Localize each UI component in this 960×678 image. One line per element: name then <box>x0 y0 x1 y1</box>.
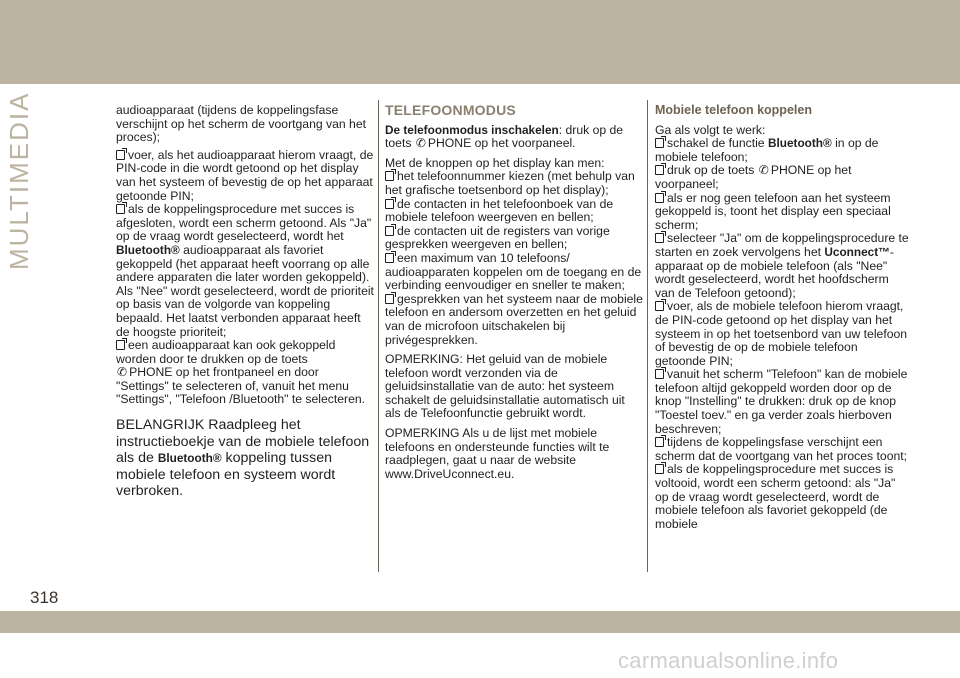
note: OPMERKING: Het geluid van de mobiele telefoon wordt verzonden via de geluidsinstallatie van de auto: het systeem schakelt de geluidsinstallatie automatisch uit als de Telefoonfunctie gebruikt wordt. <box>385 352 625 421</box>
header-band <box>0 0 960 84</box>
list-item: tijdens de koppelingsfase verschijnt een scherm dat de voortgang van het proces toont; <box>655 435 908 463</box>
list-item: voer, als de mobiele telefoon hierom vraagt, de PIN-code getoond op het display van het systeem in op het toetsenbord van uw telefoon of bevestig de op de mobiele telefoon getoonde PIN; <box>655 299 908 368</box>
list-item: voer, als het audioapparaat hierom vraagt, de PIN-code in die wordt getoond op het display van het systeem of bevestig de op het apparaat getoonde PIN; <box>116 147 374 203</box>
list-item: een audioapparaat kan ook gekoppeld worden door te drukken op de toets ✆ PHONE op het frontpaneel en door "Settings" te selecteren of, vanuit het menu "Settings", "Telefoon /Bluetooth" te selecteren. <box>116 338 366 407</box>
list-item: druk op de toets ✆ PHONE op het voorpaneel; <box>655 163 852 191</box>
checkbox-icon <box>385 199 394 209</box>
column-1 <box>116 104 374 504</box>
list-item: als de koppelingsprocedure met succes is afgesloten, wordt een scherm getoond. Als "Ja" op de vraag wordt geselecteerd, wordt het Bluetooth® audioapparaat als favoriet gekoppeld (het apparaat heeft voorrang op alle andere apparaten die later worden gekoppeld). Als "Nee" wordt geselecteerd, wordt de prioriteit op basis van de volgorde van koppeling bepaald. Het laatst verbonden apparaat heeft de hoogste prioriteit; <box>116 202 374 339</box>
checkbox-icon <box>116 204 125 214</box>
page-number: 318 <box>30 588 59 607</box>
section-heading: TELEFOONMODUS <box>385 102 516 118</box>
list-item: vanuit het scherm "Telefoon" kan de mobiele telefoon altijd gekoppeld worden door op de knop "Instelling" te drukken: druk op de knop "Toestel toev." en ga verder zoals hierboven beschreven; <box>655 367 908 436</box>
list-item: selecteer "Ja" om de koppelingsprocedure te starten en zoek vervolgens het Uconnect™-apparaat op de mobiele telefoon (als "Nee" wordt geselecteerd, wordt het hoofdscherm van de Telefoon getoond); <box>655 231 909 300</box>
list-item: als er nog geen telefoon aan het systeem gekoppeld is, toont het display een speciaal scherm; <box>655 190 891 232</box>
phone-icon: ✆ <box>415 136 426 151</box>
checkbox-icon <box>655 437 664 447</box>
checkbox-icon <box>116 340 125 350</box>
checkbox-icon <box>655 464 664 474</box>
checkbox-icon <box>385 171 394 181</box>
list-item: gesprekken van het systeem naar de mobiele telefoon en andersom overzetten en het geluid van de microfoon uitschakelen bij privégesprekken. <box>385 291 643 347</box>
column-2 <box>385 104 643 485</box>
checkbox-icon <box>655 193 664 203</box>
list-item: het telefoonnummer kiezen (met behulp van het grafische toetsenbord op het display); <box>385 169 635 197</box>
note: OPMERKING Als u de lijst met mobiele telefoons en ondersteunde functies wilt te raadplegen, gaat u naar de website www.DriveUconnect.eu. <box>385 426 610 481</box>
phone-icon: ✆ <box>117 365 128 380</box>
checkbox-icon <box>385 226 394 236</box>
checkbox-icon <box>655 233 664 243</box>
list-item: de contacten in het telefoonboek van de mobiele telefoon weergeven en bellen; <box>385 196 614 225</box>
paragraph: De telefoonmodus inschakelen: druk op de toets ✆ PHONE op het voorpaneel. <box>385 122 624 151</box>
column-divider <box>647 100 648 572</box>
checkbox-icon <box>655 301 664 311</box>
footer-band <box>0 611 960 633</box>
checkbox-icon <box>385 253 394 263</box>
checkbox-icon <box>116 150 125 160</box>
checkbox-icon <box>385 294 394 304</box>
subsection-heading: Mobiele telefoon koppelen <box>655 103 812 117</box>
column-divider <box>378 100 379 572</box>
paragraph: Ga als volgt te werk: <box>655 122 766 137</box>
list-item: een maximum van 10 telefoons/ audioapparaten koppelen om de toegang en de verbinding eenvoudiger en sneller te maken; <box>385 250 642 293</box>
section-title: MULTIMEDIA <box>4 91 34 270</box>
checkbox-icon <box>655 165 664 175</box>
paragraph: Met de knoppen op het display kan men: <box>385 155 605 170</box>
list-item: de contacten uit de registers van vorige gesprekken weergeven en bellen; <box>385 223 610 252</box>
checkbox-icon <box>655 138 664 148</box>
list-item: schakel de functie Bluetooth® in op de mobiele telefoon; <box>655 136 879 164</box>
checkbox-icon <box>655 369 664 379</box>
list-item: als de koppelingsprocedure met succes is voltooid, wordt een scherm getoond: als "Ja" op de vraag wordt geselecteerd, wordt de mobiele telefoon als favoriet gekoppeld (de mobiele <box>655 462 896 531</box>
watermark: carmanualsonline.info <box>618 648 839 673</box>
column-3 <box>655 104 910 531</box>
important-note: BELANGRIJK Raadpleeg het instructieboekje van de mobiele telefoon als de Bluetooth® koppeling tussen mobiele telefoon en systeem wordt verbroken. <box>116 417 370 500</box>
paragraph: audioapparaat (tijdens de koppelingsfase verschijnt op het scherm de voortgang van het proces); <box>116 103 366 145</box>
phone-icon: ✆ <box>758 163 769 178</box>
